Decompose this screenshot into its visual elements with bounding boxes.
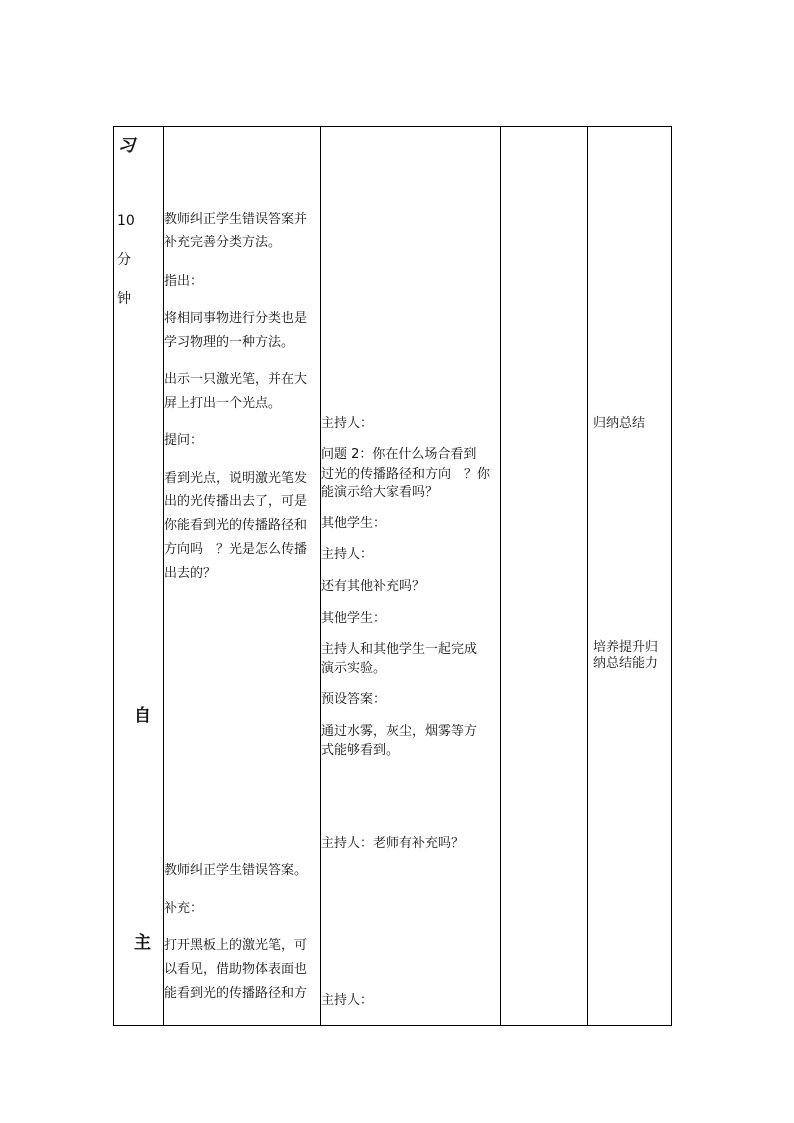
text-line: 将相同事物进行分类也是: [164, 311, 308, 326]
text-line: 通过水雾，灰尘，烟雾等方: [321, 724, 478, 739]
text-line: 主持人和其他学生一起完成: [321, 642, 478, 657]
text-line: 演示实验。: [321, 661, 387, 676]
text-line: 你能看到光的传播路径和: [164, 518, 308, 533]
text-line: 归纳总结: [593, 416, 646, 431]
text-line: 培养提升归: [593, 640, 659, 655]
time-unit-zhong: 钟: [117, 291, 131, 307]
text-line: 其他学生：: [321, 516, 387, 531]
text-line: 还有其他补充吗？: [321, 579, 426, 594]
teacher-activity-column: [164, 127, 320, 1025]
text-line: 出示一只激光笔，并在大: [164, 372, 308, 387]
text-line: 主持人：: [321, 547, 374, 562]
lesson-plan-table: [113, 126, 672, 1026]
empty-column: [501, 127, 587, 1025]
text-line: 看到光点，说明激光笔发: [164, 471, 308, 486]
text-line: 问题 2：你在什么场合看到: [321, 447, 477, 462]
time-unit-fen: 分: [117, 252, 131, 268]
student-activity-column: [321, 127, 500, 1025]
text-line: 纳总结能力: [593, 656, 659, 671]
text-line: 以看见，借助物体表面也: [164, 962, 308, 977]
text-line: 式能够看到。: [321, 743, 400, 758]
text-line: 其他学生：: [321, 611, 387, 626]
text-line: 主持人：老师有补充吗？: [321, 836, 465, 851]
time-number: 10: [117, 213, 135, 229]
text-line: 出去的？: [164, 566, 217, 581]
text-line: 过光的传播路径和方向 ？你: [321, 467, 491, 482]
text-line: 提问：: [164, 433, 204, 448]
text-line: 能看到光的传播路径和方: [164, 986, 308, 1001]
stage-char-zi: 自: [134, 706, 151, 726]
text-line: 教师纠正学生错误答案并: [164, 212, 308, 227]
stage-char-xi: 习: [118, 136, 135, 156]
text-line: 主持人：: [321, 993, 374, 1008]
stage-column: [114, 127, 163, 1025]
text-line: 屏上打出一个光点。: [164, 396, 282, 411]
design-intent-column: [588, 127, 672, 1025]
text-line: 补充：: [164, 901, 204, 916]
text-line: 方向吗 ？光是怎么传播: [164, 542, 308, 557]
text-line: 出的光传播出去了，可是: [164, 494, 308, 509]
text-line: 主持人：: [321, 416, 374, 431]
text-line: 能演示给大家看吗？: [321, 485, 439, 500]
text-line: 打开黑板上的激光笔，可: [164, 938, 308, 953]
text-line: 指出：: [164, 274, 204, 289]
text-line: 教师纠正学生错误答案。: [164, 863, 308, 878]
text-line: 预设答案：: [321, 692, 387, 707]
stage-char-zhu: 主: [134, 933, 151, 953]
text-line: 补充完善分类方法。: [164, 235, 282, 250]
text-line: 学习物理的一种方法。: [164, 335, 295, 350]
